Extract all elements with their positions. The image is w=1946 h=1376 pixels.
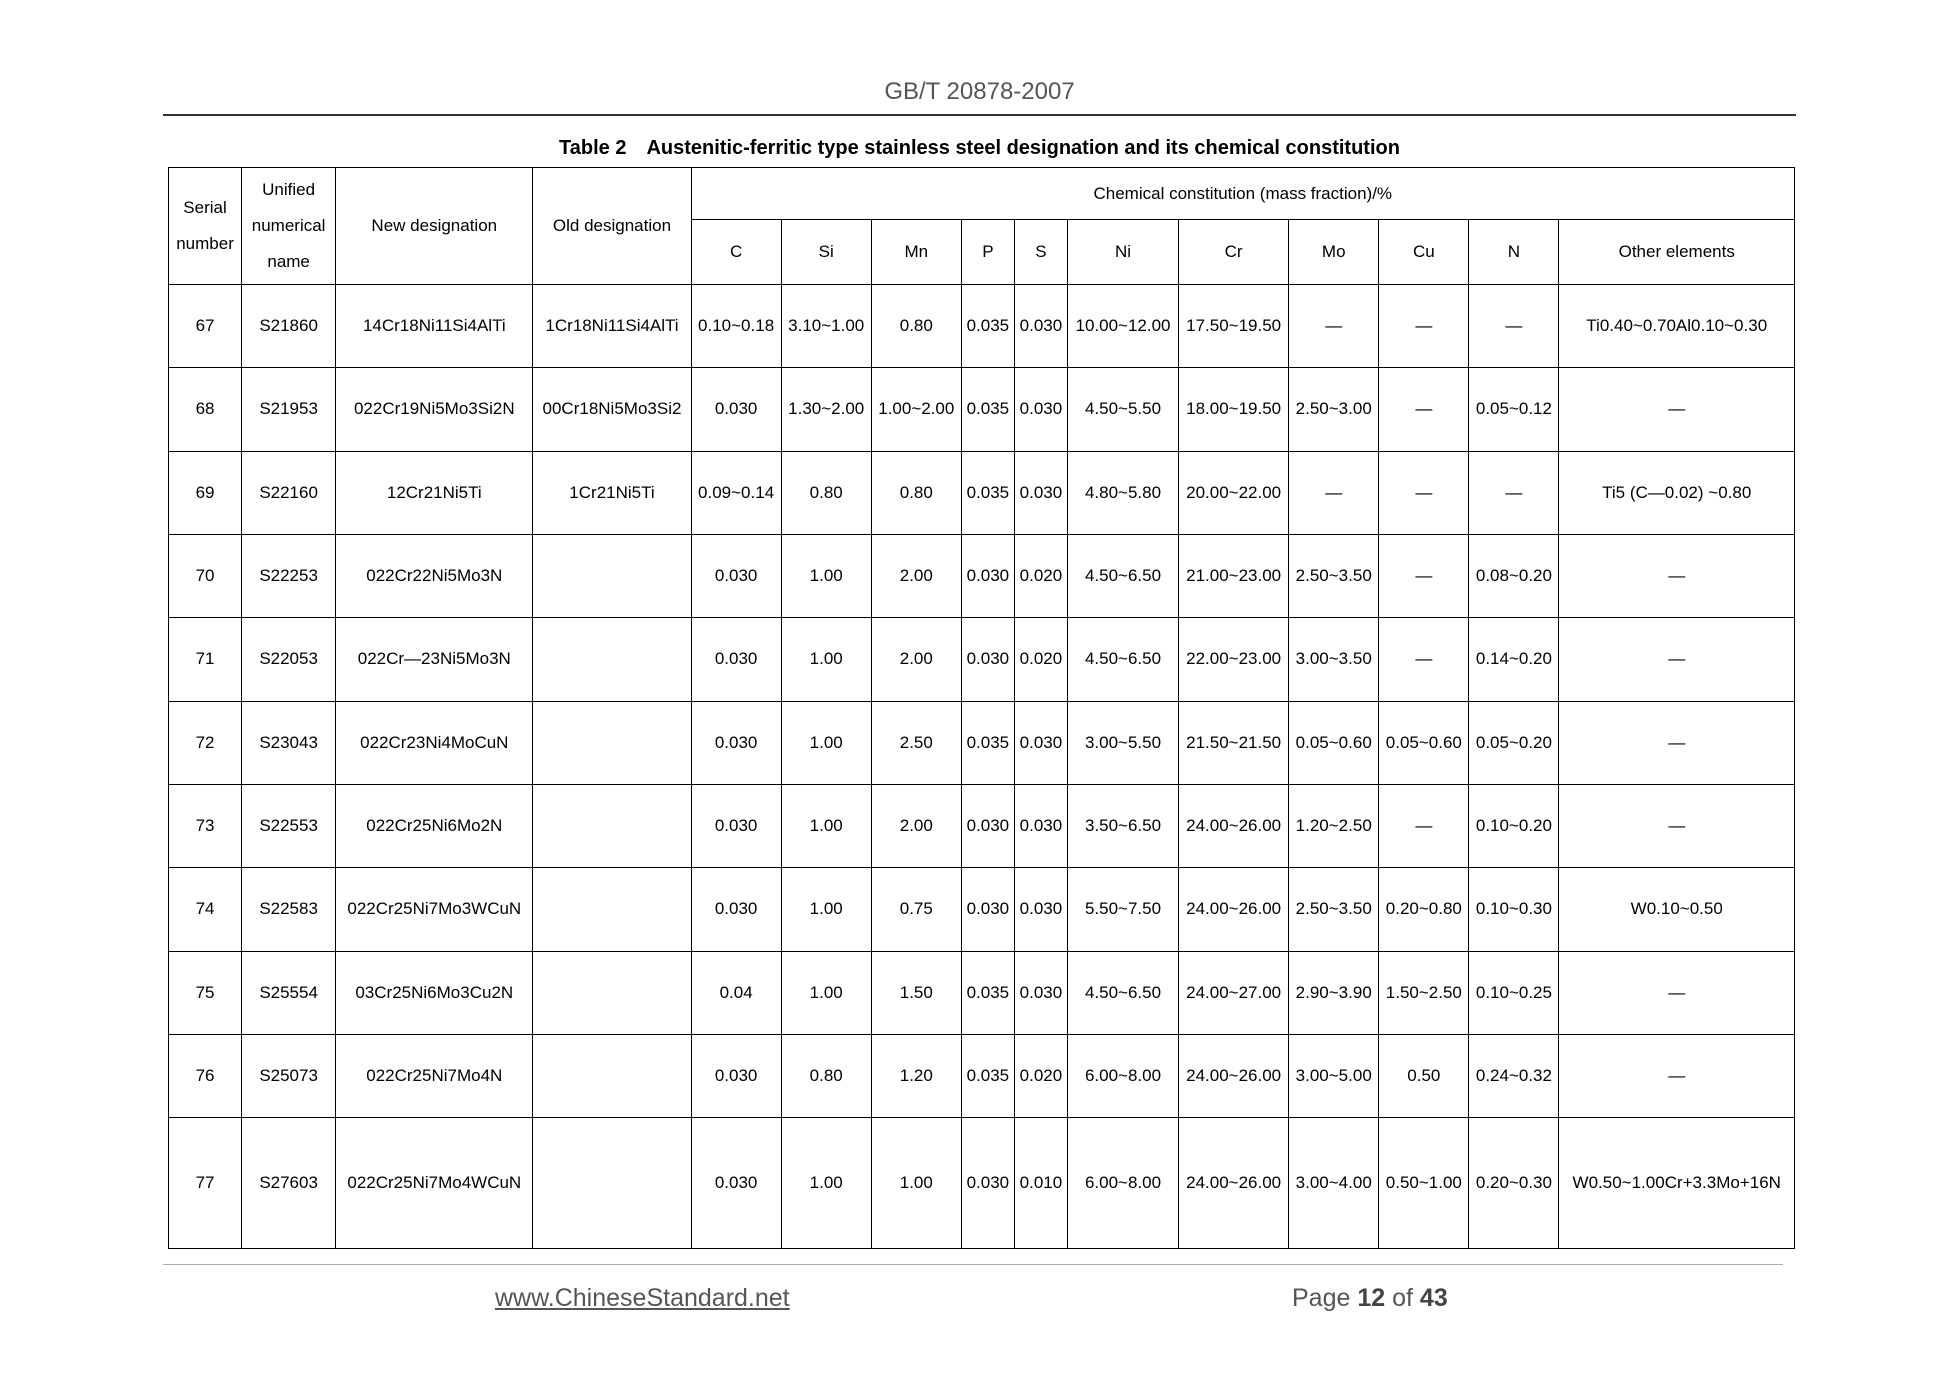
cell-n: 0.08~0.20 — [1469, 534, 1559, 617]
cell-cr: 18.00~19.50 — [1179, 368, 1289, 451]
table-number: Table 2 — [559, 137, 627, 159]
cell-other-elements: W0.10~0.50 — [1559, 868, 1795, 951]
cell-ni: 3.00~5.50 — [1067, 701, 1178, 784]
cell-old-designation — [533, 784, 691, 867]
cell-mo: 1.20~2.50 — [1289, 784, 1379, 867]
cell-serial-number: 69 — [169, 451, 242, 534]
cell-serial-number: 76 — [169, 1034, 242, 1117]
header-mn: Mn — [871, 220, 961, 285]
cell-s: 0.030 — [1014, 285, 1067, 368]
cell-n: — — [1469, 451, 1559, 534]
cell-cu: — — [1379, 534, 1469, 617]
cell-ni: 6.00~8.00 — [1067, 1118, 1178, 1249]
cell-new-designation: 022Cr19Ni5Mo3Si2N — [336, 368, 533, 451]
cell-other-elements: — — [1559, 951, 1795, 1034]
designation-table — [168, 167, 1795, 1249]
cell-ni: 4.50~6.50 — [1067, 534, 1178, 617]
cell-s: 0.020 — [1014, 1034, 1067, 1117]
cell-old-designation: 1Cr18Ni11Si4AlTi — [533, 285, 691, 368]
cell-mo: 2.50~3.50 — [1289, 868, 1379, 951]
page-header: GB/T 20878-2007 — [884, 78, 1075, 105]
table-row — [169, 868, 1795, 951]
cell-si: 0.80 — [781, 451, 871, 534]
table-row — [169, 951, 1795, 1034]
cell-c: 0.030 — [691, 368, 781, 451]
cell-ni: 4.50~6.50 — [1067, 951, 1178, 1034]
cell-new-designation: 12Cr21Ni5Ti — [336, 451, 533, 534]
cell-new-designation: 03Cr25Ni6Mo3Cu2N — [336, 951, 533, 1034]
table-row — [169, 1118, 1795, 1249]
cell-old-designation — [533, 618, 691, 701]
cell-ni: 4.80~5.80 — [1067, 451, 1178, 534]
cell-mn: 1.00~2.00 — [871, 368, 961, 451]
cell-s: 0.030 — [1014, 451, 1067, 534]
cell-p: 0.035 — [961, 951, 1014, 1034]
header-cu: Cu — [1379, 220, 1469, 285]
cell-other-elements: Ti0.40~0.70Al0.10~0.30 — [1559, 285, 1795, 368]
cell-s: 0.020 — [1014, 618, 1067, 701]
header-p: P — [961, 220, 1014, 285]
cell-new-designation: 022Cr—23Ni5Mo3N — [336, 618, 533, 701]
header-si: Si — [781, 220, 871, 285]
table-row — [169, 285, 1795, 368]
cell-si: 1.00 — [781, 784, 871, 867]
cell-unified-name: S22160 — [242, 451, 336, 534]
cell-cu: — — [1379, 784, 1469, 867]
cell-cr: 22.00~23.00 — [1179, 618, 1289, 701]
cell-s: 0.030 — [1014, 951, 1067, 1034]
page-total: 43 — [1419, 1284, 1448, 1312]
cell-unified-name: S27603 — [242, 1118, 336, 1249]
cell-other-elements: — — [1559, 784, 1795, 867]
cell-p: 0.035 — [961, 285, 1014, 368]
cell-new-designation: 022Cr25Ni6Mo2N — [336, 784, 533, 867]
table-row — [169, 368, 1795, 451]
cell-n: 0.20~0.30 — [1469, 1118, 1559, 1249]
cell-mn: 0.80 — [871, 451, 961, 534]
cell-cr: 17.50~19.50 — [1179, 285, 1289, 368]
cell-mo: 2.50~3.50 — [1289, 534, 1379, 617]
cell-serial-number: 72 — [169, 701, 242, 784]
header-divider — [163, 114, 1796, 116]
cell-c: 0.04 — [691, 951, 781, 1034]
cell-n: 0.05~0.12 — [1469, 368, 1559, 451]
cell-p: 0.030 — [961, 1118, 1014, 1249]
footer-divider — [163, 1264, 1783, 1265]
cell-p: 0.035 — [961, 451, 1014, 534]
cell-unified-name: S23043 — [242, 701, 336, 784]
cell-old-designation: 1Cr21Ni5Ti — [533, 451, 691, 534]
cell-serial-number: 73 — [169, 784, 242, 867]
cell-cu: — — [1379, 368, 1469, 451]
cell-si: 1.00 — [781, 618, 871, 701]
cell-new-designation: 022Cr25Ni7Mo4N — [336, 1034, 533, 1117]
table-caption — [163, 137, 1796, 160]
table-row — [169, 534, 1795, 617]
cell-mo: 3.00~5.00 — [1289, 1034, 1379, 1117]
cell-mn: 0.80 — [871, 285, 961, 368]
cell-serial-number: 74 — [169, 868, 242, 951]
cell-s: 0.030 — [1014, 784, 1067, 867]
cell-unified-name: S21860 — [242, 285, 336, 368]
cell-serial-number: 70 — [169, 534, 242, 617]
cell-c: 0.10~0.18 — [691, 285, 781, 368]
cell-cu: 0.50 — [1379, 1034, 1469, 1117]
cell-si: 0.80 — [781, 1034, 871, 1117]
table-row — [169, 701, 1795, 784]
cell-p: 0.030 — [961, 868, 1014, 951]
cell-n: 0.10~0.20 — [1469, 784, 1559, 867]
cell-p: 0.030 — [961, 534, 1014, 617]
cell-s: 0.030 — [1014, 368, 1067, 451]
cell-mn: 1.00 — [871, 1118, 961, 1249]
cell-cr: 24.00~26.00 — [1179, 1118, 1289, 1249]
cell-n: — — [1469, 285, 1559, 368]
cell-c: 0.030 — [691, 1118, 781, 1249]
header-n: N — [1469, 220, 1559, 285]
page-of: of — [1392, 1284, 1413, 1312]
cell-cu: 0.05~0.60 — [1379, 701, 1469, 784]
cell-new-designation: 022Cr25Ni7Mo3WCuN — [336, 868, 533, 951]
header-s: S — [1014, 220, 1067, 285]
table-row — [169, 784, 1795, 867]
cell-other-elements: — — [1559, 618, 1795, 701]
cell-old-designation — [533, 951, 691, 1034]
header-unified-numerical-name: Unified numerical name — [242, 168, 336, 285]
cell-c: 0.09~0.14 — [691, 451, 781, 534]
cell-c: 0.030 — [691, 618, 781, 701]
header-old-designation: Old designation — [533, 168, 691, 285]
cell-mn: 2.00 — [871, 784, 961, 867]
header-ni: Ni — [1067, 220, 1178, 285]
cell-old-designation — [533, 534, 691, 617]
cell-old-designation — [533, 701, 691, 784]
cell-c: 0.030 — [691, 784, 781, 867]
cell-mn: 2.00 — [871, 534, 961, 617]
cell-unified-name: S25073 — [242, 1034, 336, 1117]
cell-c: 0.030 — [691, 1034, 781, 1117]
cell-serial-number: 75 — [169, 951, 242, 1034]
cell-mn: 1.50 — [871, 951, 961, 1034]
cell-mn: 0.75 — [871, 868, 961, 951]
cell-p: 0.035 — [961, 368, 1014, 451]
cell-old-designation: 00Cr18Ni5Mo3Si2 — [533, 368, 691, 451]
table-row — [169, 1034, 1795, 1117]
cell-mn: 2.00 — [871, 618, 961, 701]
cell-new-designation: 022Cr23Ni4MoCuN — [336, 701, 533, 784]
cell-s: 0.030 — [1014, 868, 1067, 951]
cell-p: 0.030 — [961, 784, 1014, 867]
table-row — [169, 451, 1795, 534]
cell-cu: — — [1379, 618, 1469, 701]
cell-si: 1.00 — [781, 951, 871, 1034]
cell-ni: 5.50~7.50 — [1067, 868, 1178, 951]
cell-serial-number: 67 — [169, 285, 242, 368]
cell-other-elements: — — [1559, 368, 1795, 451]
cell-ni: 3.50~6.50 — [1067, 784, 1178, 867]
cell-unified-name: S22053 — [242, 618, 336, 701]
cell-n: 0.24~0.32 — [1469, 1034, 1559, 1117]
cell-si: 1.00 — [781, 868, 871, 951]
cell-ni: 6.00~8.00 — [1067, 1034, 1178, 1117]
cell-mo: — — [1289, 285, 1379, 368]
cell-p: 0.035 — [961, 1034, 1014, 1117]
cell-other-elements: — — [1559, 534, 1795, 617]
cell-mo: 2.50~3.00 — [1289, 368, 1379, 451]
cell-cu: — — [1379, 285, 1469, 368]
table-row — [169, 618, 1795, 701]
cell-p: 0.030 — [961, 618, 1014, 701]
cell-new-designation: 022Cr25Ni7Mo4WCuN — [336, 1118, 533, 1249]
header-new-designation: New designation — [336, 168, 533, 285]
table-title: Austenitic-ferritic type stainless steel designation and its chemical constitution — [646, 137, 1400, 159]
cell-unified-name: S22583 — [242, 868, 336, 951]
cell-other-elements: — — [1559, 1034, 1795, 1117]
header-chemical-constitution: Chemical constitution (mass fraction)/% — [691, 168, 1794, 220]
cell-cr: 20.00~22.00 — [1179, 451, 1289, 534]
cell-new-designation: 022Cr22Ni5Mo3N — [336, 534, 533, 617]
cell-old-designation — [533, 868, 691, 951]
cell-cr: 24.00~26.00 — [1179, 868, 1289, 951]
cell-cr: 21.50~21.50 — [1179, 701, 1289, 784]
cell-si: 1.00 — [781, 701, 871, 784]
cell-serial-number: 68 — [169, 368, 242, 451]
cell-cr: 24.00~26.00 — [1179, 1034, 1289, 1117]
cell-n: 0.10~0.30 — [1469, 868, 1559, 951]
cell-unified-name: S22253 — [242, 534, 336, 617]
cell-ni: 10.00~12.00 — [1067, 285, 1178, 368]
cell-serial-number: 71 — [169, 618, 242, 701]
cell-mo: — — [1289, 451, 1379, 534]
cell-mo: 3.00~3.50 — [1289, 618, 1379, 701]
header-cr: Cr — [1179, 220, 1289, 285]
cell-ni: 4.50~6.50 — [1067, 618, 1178, 701]
cell-cu: 1.50~2.50 — [1379, 951, 1469, 1034]
cell-cr: 24.00~26.00 — [1179, 784, 1289, 867]
cell-cu: 0.50~1.00 — [1379, 1118, 1469, 1249]
cell-si: 1.00 — [781, 1118, 871, 1249]
cell-mn: 2.50 — [871, 701, 961, 784]
header-mo: Mo — [1289, 220, 1379, 285]
page-indicator — [1292, 1284, 1448, 1313]
cell-cr: 24.00~27.00 — [1179, 951, 1289, 1034]
page-current: 12 — [1357, 1284, 1386, 1312]
cell-si: 1.00 — [781, 534, 871, 617]
header-serial-number: Serial number — [169, 168, 242, 285]
cell-mo: 3.00~4.00 — [1289, 1118, 1379, 1249]
cell-other-elements: Ti5 (C—0.02) ~0.80 — [1559, 451, 1795, 534]
cell-other-elements: W0.50~1.00Cr+3.3Mo+16N — [1559, 1118, 1795, 1249]
cell-unified-name: S25554 — [242, 951, 336, 1034]
header-other-elements: Other elements — [1559, 220, 1795, 285]
cell-old-designation — [533, 1034, 691, 1117]
cell-n: 0.14~0.20 — [1469, 618, 1559, 701]
cell-c: 0.030 — [691, 868, 781, 951]
cell-cu: 0.20~0.80 — [1379, 868, 1469, 951]
cell-unified-name: S22553 — [242, 784, 336, 867]
cell-ni: 4.50~5.50 — [1067, 368, 1178, 451]
cell-p: 0.035 — [961, 701, 1014, 784]
page-prefix: Page — [1292, 1284, 1351, 1312]
cell-mo: 2.90~3.90 — [1289, 951, 1379, 1034]
cell-new-designation: 14Cr18Ni11Si4AlTi — [336, 285, 533, 368]
cell-serial-number: 77 — [169, 1118, 242, 1249]
cell-cr: 21.00~23.00 — [1179, 534, 1289, 617]
cell-s: 0.010 — [1014, 1118, 1067, 1249]
cell-mn: 1.20 — [871, 1034, 961, 1117]
cell-old-designation — [533, 1118, 691, 1249]
cell-si: 1.30~2.00 — [781, 368, 871, 451]
cell-si: 3.10~1.00 — [781, 285, 871, 368]
cell-c: 0.030 — [691, 534, 781, 617]
cell-mo: 0.05~0.60 — [1289, 701, 1379, 784]
footer-website-link[interactable]: www.ChineseStandard.net — [495, 1284, 790, 1312]
header-c: C — [691, 220, 781, 285]
cell-n: 0.05~0.20 — [1469, 701, 1559, 784]
cell-unified-name: S21953 — [242, 368, 336, 451]
cell-cu: — — [1379, 451, 1469, 534]
cell-other-elements: — — [1559, 701, 1795, 784]
cell-c: 0.030 — [691, 701, 781, 784]
cell-n: 0.10~0.25 — [1469, 951, 1559, 1034]
cell-s: 0.020 — [1014, 534, 1067, 617]
cell-s: 0.030 — [1014, 701, 1067, 784]
